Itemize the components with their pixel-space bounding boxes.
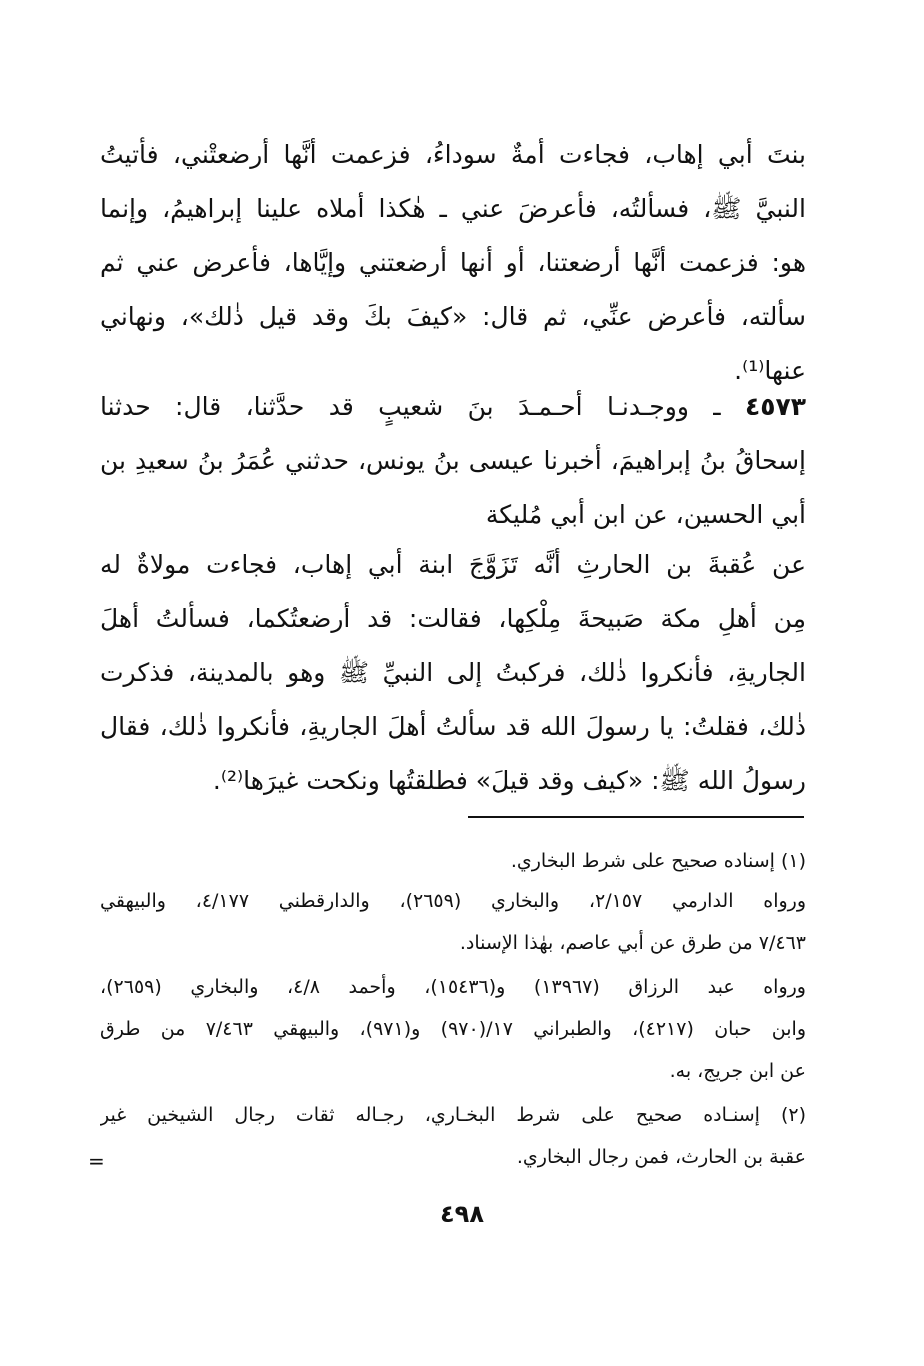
footnote-2 bbox=[100, 1094, 806, 1178]
text-line: عن عُقبةَ بن الحارثِ أنَّه تَزَوَّجَ ابنة أبي إهاب، فجاءت مولاةٌ له bbox=[100, 550, 806, 579]
isnad-line-start: ـ ووجـدنـا أحـمـدَ بنَ شعيبٍ قد حدَّثنا، قال: حدثنا bbox=[100, 392, 721, 421]
text-line: إسحاقُ بنُ إبراهيمَ، أخبرنا عيسى بنُ يونس، حدثني عُمَرُ بنُ سعيدِ بن bbox=[100, 446, 806, 475]
text-line: هو: فزعمت أنَّها أرضعتنا، أو أنها أرضعتني وإيَّاها، فأعرض عني ثم bbox=[100, 248, 806, 277]
text-line: بنتَ أبي إهاب، فجاءت أمةٌ سوداءُ، فزعمت أنَّها أرضعتْني، فأتيتُ bbox=[100, 140, 806, 169]
paragraph-continuation bbox=[100, 128, 806, 398]
text-line: سألته، فأعرض عنِّي، ثم قال: «كيفَ بكَ وقد قيل ذٰلك»، ونهاني bbox=[100, 302, 806, 331]
text-line: الجاريةِ، فأنكروا ذٰلك، فركبتُ إلى النبيِّ ﷺ وهو بالمدينة، فذكرت bbox=[100, 658, 806, 687]
text-line: ذٰلك، فقلتُ: يا رسولَ الله قد سألتُ أهلَ الجاريةِ، فأنكروا ذٰلك، فقال bbox=[100, 712, 806, 741]
text-line: النبيَّ ﷺ، فسألتُه، فأعرضَ عني ـ هٰكذا أملاه علينا إبراهيمُ، وإنما bbox=[100, 194, 806, 223]
text-line: عنها⁽¹⁾. bbox=[734, 356, 806, 385]
footnote-line: ورواه عبد الرزاق (١٣٩٦٧) و(١٥٤٣٦)، وأحمد ٤/٨، والبخاري (٢٦٥٩)، bbox=[100, 976, 806, 998]
footnote-line: (١) إسناده صحيح على شرط البخاري. bbox=[510, 850, 806, 872]
footnote-separator bbox=[468, 816, 804, 818]
footnote-line: عقبة بن الحارث، فمن رجال البخاري. bbox=[516, 1146, 806, 1168]
text-line: مِن أهلِ مكة صَبيحةَ مِلْكِها، فقالت: قد أرضعتُكما، فسألتُ أهلَ bbox=[100, 604, 806, 633]
hadith-number: ٤٥٧٣ bbox=[744, 392, 806, 421]
footnote-1-para-2 bbox=[100, 966, 806, 1092]
footnote-1-heading bbox=[100, 840, 806, 882]
hadith-matn bbox=[100, 538, 806, 808]
hadith-4573-isnad bbox=[100, 380, 806, 542]
text-line: أبي الحسين، عن ابن أبي مُليكة bbox=[485, 500, 806, 529]
footnote-line: وابن حبان (٤٢١٧)، والطبراني ١٧/(٩٧٠) و(٩٧١)، والبيهقي ٧/٤٦٣ من طرق bbox=[100, 1018, 806, 1040]
text-line: رسولُ الله ﷺ: «كيف وقد قيلَ» فطلقتُها ونكحت غيرَها⁽²⁾. bbox=[212, 766, 806, 795]
continuation-mark: = bbox=[88, 1149, 105, 1173]
page-number: ٤٩٨ bbox=[440, 1200, 484, 1228]
footnote-line: ورواه الدارمي ٢/١٥٧، والبخاري (٢٦٥٩)، والدارقطني ٤/١٧٧، والبيهقي bbox=[100, 890, 806, 912]
text-line bbox=[100, 380, 806, 434]
footnote-line: ٧/٤٦٣ من طرق عن أبي عاصم، بهٰذا الإسناد. bbox=[459, 932, 806, 954]
footnote-line: (٢) إسنـاده صحيح على شرط البخـاري، رجـاله ثقات رجال الشيخين غير bbox=[100, 1104, 806, 1126]
footnote-1-para-1 bbox=[100, 880, 806, 964]
footnote-line: عن ابن جريج، به. bbox=[669, 1060, 806, 1082]
